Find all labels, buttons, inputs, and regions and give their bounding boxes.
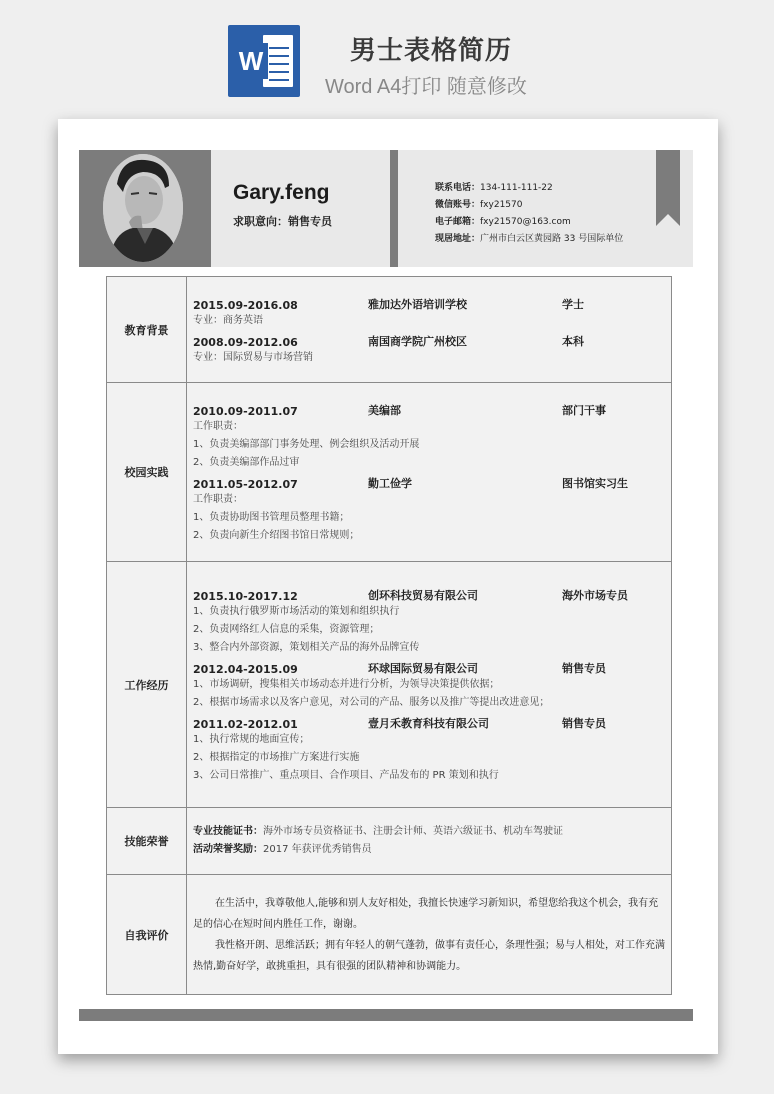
- footer-bar: [79, 1009, 693, 1021]
- entry-heading: 2015.10-2017.12 创环科技贸易有限公司 海外市场专员: [193, 589, 628, 603]
- entry-line: 2、负责美编部作品过审: [193, 457, 300, 468]
- self-eval-paragraph: 我性格开朗、思维活跃；拥有年轻人的朝气蓬勃，做事有责任心，条理性强；易与人相处，对工作充满热情,勤奋好学，敢挑重担，具有很强的团队精神和协调能力。: [193, 939, 665, 972]
- entry-heading: 2012.04-2015.09 环球国际贸易有限公司 销售专员: [193, 662, 606, 676]
- contact-phone: [435, 180, 623, 197]
- section-campus: [107, 383, 672, 562]
- contact-label: 电子邮箱：: [435, 217, 481, 227]
- entry-line: 3、公司日常推广、重点项目、合作项目、产品发布的 PR 策划和执行: [193, 770, 499, 781]
- photo-frame: [79, 150, 211, 267]
- contact-value: 广州市白云区黄园路 33 号国际单位: [480, 234, 624, 244]
- entry-heading: 2010.09-2011.07 美编部 部门干事: [193, 404, 606, 418]
- contact-value: 134-111-111-22: [480, 183, 553, 193]
- contact-address: [435, 231, 623, 248]
- section-title: 自我评价: [107, 875, 187, 995]
- section-title: 技能荣誉: [107, 808, 187, 875]
- entry-heading: 2008.09-2012.06 南国商学院广州校区 本科: [193, 334, 584, 349]
- entry-line: 2、负责向新生介绍图书馆日常规则；: [193, 530, 360, 541]
- contact-value: fxy21570: [480, 200, 523, 210]
- entry-line: 工作职责：: [193, 421, 243, 432]
- contact-label: 现居地址：: [435, 234, 481, 244]
- entry-line: 3、整合内外部资源，策划相关产品的海外品牌宣传: [193, 642, 420, 653]
- contact-wechat: [435, 197, 623, 214]
- header-divider: [390, 150, 398, 267]
- entry-heading: 2011.05-2012.07 勤工俭学 图书馆实习生: [193, 477, 628, 491]
- contact-label: 微信账号：: [435, 200, 481, 210]
- word-app-icon: [228, 25, 300, 97]
- section-skills: [107, 808, 672, 875]
- section-work: [107, 562, 672, 808]
- entry-heading: 2015.09-2016.08 雅加达外语培训学校 学士: [193, 297, 584, 312]
- entry-heading: 2011.02-2012.01 壹月禾教育科技有限公司 销售专员: [193, 717, 606, 731]
- cert-line: 专业技能证书：海外市场专员资格证书、注册会计师、英语六级证书、机动车驾驶证: [193, 826, 563, 837]
- banner-subtitle: Word A4打印 随意修改: [325, 76, 527, 98]
- entry-line: 1、执行常规的地面宣传；: [193, 734, 310, 745]
- entry-line: 2、根据市场需求以及客户意见，对公司的产品、服务以及推广等提出改进意见；: [193, 697, 550, 708]
- bookmark-ribbon-icon: [656, 150, 680, 226]
- contact-value: fxy21570@163.com: [480, 217, 571, 227]
- contact-email: [435, 214, 623, 231]
- section-title: 工作经历: [107, 562, 187, 808]
- contact-label: 联系电话：: [435, 183, 481, 193]
- section-self-evaluation: [107, 875, 672, 995]
- entry-line: 专业：商务英语: [193, 314, 263, 326]
- resume-page: [58, 119, 718, 1054]
- word-logo-letter: W: [234, 43, 268, 79]
- entry-line: 2、负责网络红人信息的采集，资源管理；: [193, 624, 380, 635]
- profile-photo: [103, 154, 183, 262]
- entry-line: 专业：国际贸易与市场营销: [193, 351, 313, 363]
- entry-line: 2、根据指定的市场推广方案进行实施: [193, 752, 360, 763]
- entry-line: 1、负责协助图书管理员整理书籍；: [193, 512, 350, 523]
- resume-table: [106, 276, 672, 995]
- candidate-name: Gary.feng: [233, 181, 330, 204]
- section-education: [107, 277, 672, 383]
- self-eval-paragraph: 在生活中，我尊敬他人,能够和别人友好相处，我擅长快速学习新知识，希望您给我这个机会，我有充足的信心在短时间内胜任工作，谢谢。: [193, 897, 659, 930]
- job-objective: 求职意向：销售专员: [233, 215, 332, 228]
- top-banner: [0, 0, 774, 112]
- entry-line: 1、负责美编部部门事务处理、例会组织及活动开展: [193, 439, 420, 450]
- section-title: 校园实践: [107, 383, 187, 562]
- contact-block: [435, 180, 623, 248]
- banner-title: 男士表格简历: [350, 36, 513, 66]
- section-title: 教育背景: [107, 277, 187, 383]
- award-line: 活动荣誉奖励：2017 年获评优秀销售员: [193, 844, 372, 855]
- resume-header: [79, 150, 693, 267]
- entry-line: 1、负责执行俄罗斯市场活动的策划和组织执行: [193, 606, 400, 617]
- entry-line: 工作职责：: [193, 494, 243, 505]
- entry-line: 1、市场调研，搜集相关市场动态并进行分析，为领导决策提供依据；: [193, 679, 500, 690]
